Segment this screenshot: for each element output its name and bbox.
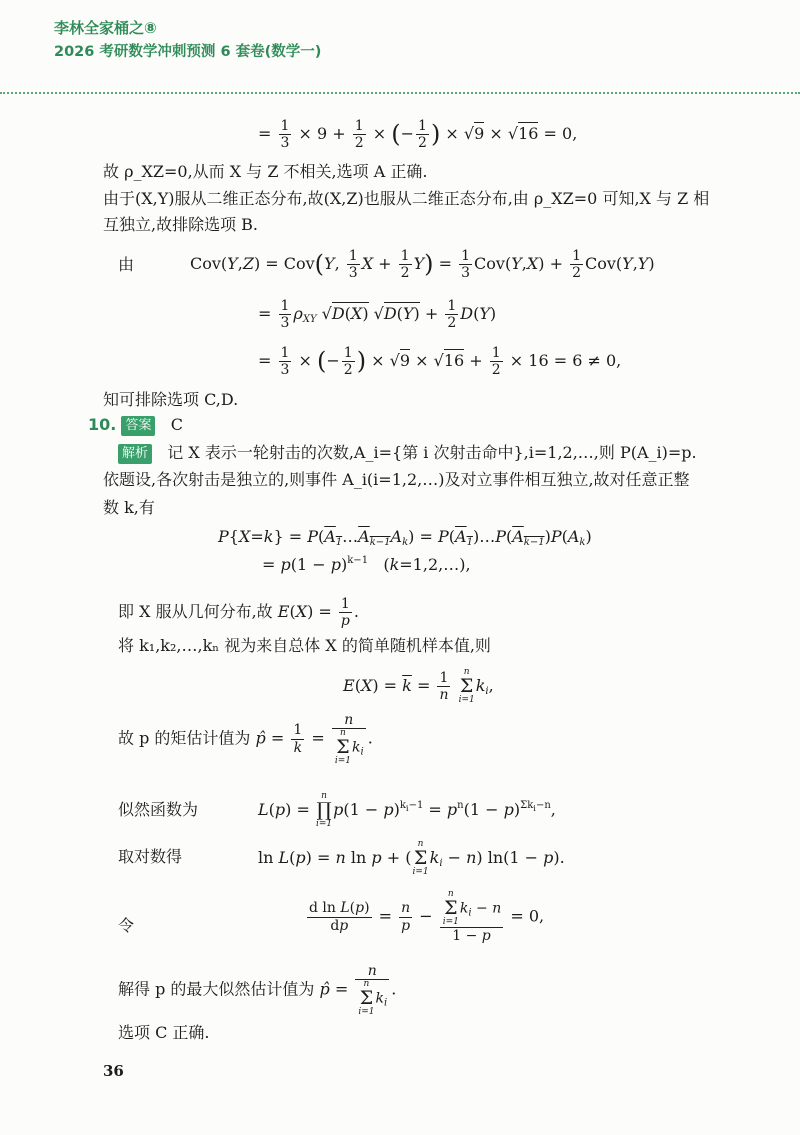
header-divider: [0, 92, 800, 94]
q10-number: 10.: [88, 415, 117, 434]
header-series: 李林全家桶之⑧: [54, 19, 157, 37]
q10-mle: 解得 p 的最大似然估计值为: [118, 979, 315, 999]
q10-answer: C: [170, 415, 183, 434]
q9-eq-cov-2: = $\frac{1}{3}$ $\rho_{XY}$ √D(X) √D(Y) + $\frac{1}{2}$ D(Y): [258, 298, 497, 332]
q10-moment-row: 故 p 的矩估计值为 p̂ = $\frac{1}{k}$ = n n Σ i=1 $k_i$ .: [118, 712, 373, 767]
page-number: 36: [103, 1062, 124, 1080]
answer-badge: 答案: [121, 416, 155, 436]
q10-line1-row: [118, 443, 697, 464]
q9-line-rho-zero: 故 ρ_XZ=0,从而 X 与 Z 不相关,选项 A 正确.: [103, 162, 428, 181]
q10-log-label: 取对数得: [118, 847, 183, 866]
analysis-badge: 解析: [118, 444, 152, 464]
q9-line-normal-1: 由于(X,Y)服从二维正态分布,故(X,Z)也服从二维正态分布,由 ρ_XZ=0 可知,X 与 Z 相: [103, 189, 710, 208]
header-title: 2026 考研数学冲刺预测 6 套卷(数学一): [54, 44, 322, 60]
q10-sample: 将 k₁,k₂,…,kₙ 视为来自总体 X 的简单随机样本值,则: [118, 636, 491, 655]
q10-eq-pmf-2: = $p(1 - p)^{k-1}$ (k=1,2,…),: [262, 555, 471, 574]
q9-eq-cov-3: = $\frac{1}{3}$ × (− $\frac{1}{2}$ ) × √9 × √16 + $\frac{1}{2}$ × 16 = 6 ≠ 0,: [258, 345, 622, 379]
q9-line-normal-2: 互独立,故排除选项 B.: [103, 215, 259, 234]
q10-geom: 即 X 服从几何分布,故: [118, 602, 273, 622]
q10-eq-derivative: $\frac{\text{d ln L(p)}}{dp}$ = $\frac{n}{p}$ − n Σ i=1 $k_i - n$ 1 − p = 0,: [309, 889, 545, 944]
q9-eq-cov-1: Cov(Y,Z) = Cov(Y, $\frac{1}{3}$ X + $\frac{1}{2}$ Y) = $\frac{1}{3}$ Cov(Y,X) + $\frac{1}{2}$ Cov(Y,Y): [190, 248, 655, 282]
q10-eq-likelihood: L(p) = n ∏ i=1 $p(1 - p)^{k_i-1} = p^n(1 - p)^{\Sigma k_i-n}$,: [258, 791, 556, 829]
q10-likelihood-label: 似然函数为: [118, 800, 199, 819]
q10-final: 选项 C 正确.: [118, 1023, 210, 1042]
q10-line3: 数 k,有: [103, 498, 155, 517]
q9-conclusion: 知可排除选项 C,D.: [103, 390, 239, 409]
q10-ling: 令: [118, 916, 135, 935]
q10-mle-row: 解得 p 的最大似然估计值为 p̂ = n n Σ i=1 $k_i$ .: [118, 963, 397, 1018]
q10-eq-mean: $E(X) = \overline{k}$ = $\frac{1}{n}$ n Σ i=1 $k_i$,: [343, 667, 494, 705]
q10-eq-pmf-1: $P\{X=k\} = P(A_1\dots A_{k-1}A_k)$ = $P(A_1)\dots P(A_{k-1})P(A_k)$: [218, 527, 592, 548]
q10-moment: 故 p 的矩估计值为: [118, 728, 251, 748]
q10-line1: 记 X 表示一轮射击的次数,A_i={第 i 次射击命中},i=1,2,…,则 P(A_i)=p.: [167, 443, 697, 462]
q9-you: 由: [118, 255, 135, 274]
q10-eq-loglik: ln L(p) = n ln p + ( n Σ i=1 $k_i - n$) ln(1 − p).: [258, 839, 565, 877]
q9-eq-rho-xz: = $\frac{1}{3}$ × 9 + $\frac{1}{2}$ × (− $\frac{1}{2}$ ) × √9 × √16 = 0,: [258, 118, 578, 152]
q10-line2: 依题设,各次射击是独立的,则事件 A_i(i=1,2,…)及对立事件相互独立,故对任意正整: [103, 470, 690, 489]
q10-geom-row: 即 X 服从几何分布,故 E(X) = $\frac{1}{p}$ .: [118, 596, 359, 630]
q10-answer-row: [88, 415, 183, 436]
